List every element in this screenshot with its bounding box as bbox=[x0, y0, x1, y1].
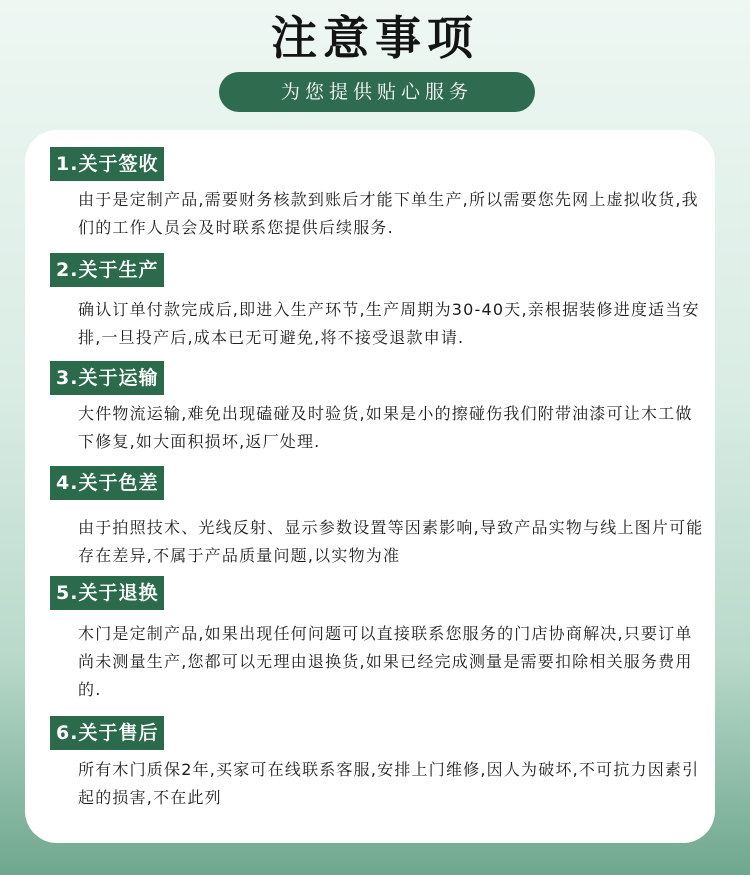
section-body-color-difference: 由于拍照技术、光线反射、显示参数设置等因素影响,导致产品实物与线上图片可能存在差异,不属于产品质量问题,以实物为准 bbox=[78, 518, 704, 565]
page-title: 注意事项 bbox=[271, 11, 479, 65]
notice-card bbox=[25, 130, 715, 843]
section-body-signing: 由于是定制产品,需要财务核款到账后才能下单生产,所以需要您先网上虚拟收货,我们的工作人员会及时联系您提供后续服务. bbox=[78, 190, 699, 237]
section-body-returns: 木门是定制产品,如果出现任何问题可以直接联系您服务的门店协商解决,只要订单尚未测量生产,您都可以无理由退换货,如果已经完成测量是需要扣除相关服务费用的. bbox=[78, 624, 693, 699]
subtitle-banner: 为您提供贴心服务 bbox=[219, 72, 535, 112]
section-heading-production: 2.关于生产 bbox=[50, 253, 164, 287]
section-body-after-sales: 所有木门质保2年,买家可在线联系客服,安排上门维修,因人为破坏,不可抗力因素引起的损害,不在此列 bbox=[78, 760, 700, 807]
section-heading-after-sales: 6.关于售后 bbox=[50, 716, 164, 750]
section-heading-returns: 5.关于退换 bbox=[50, 576, 164, 610]
section-body-production: 确认订单付款完成后,即进入生产环节,生产周期为30-40天,亲根据装修进度适当安排,一旦投产后,成本已无可避免,将不接受退款申请. bbox=[78, 300, 700, 347]
section-heading-signing: 1.关于签收 bbox=[50, 147, 164, 181]
section-heading-shipping: 3.关于运输 bbox=[50, 361, 164, 395]
section-body-shipping: 大件物流运输,难免出现磕碰及时验货,如果是小的擦碰伤我们附带油漆可让木工做下修复,如大面积损坏,返厂处理. bbox=[78, 404, 693, 451]
section-heading-color-difference: 4.关于色差 bbox=[50, 466, 164, 500]
